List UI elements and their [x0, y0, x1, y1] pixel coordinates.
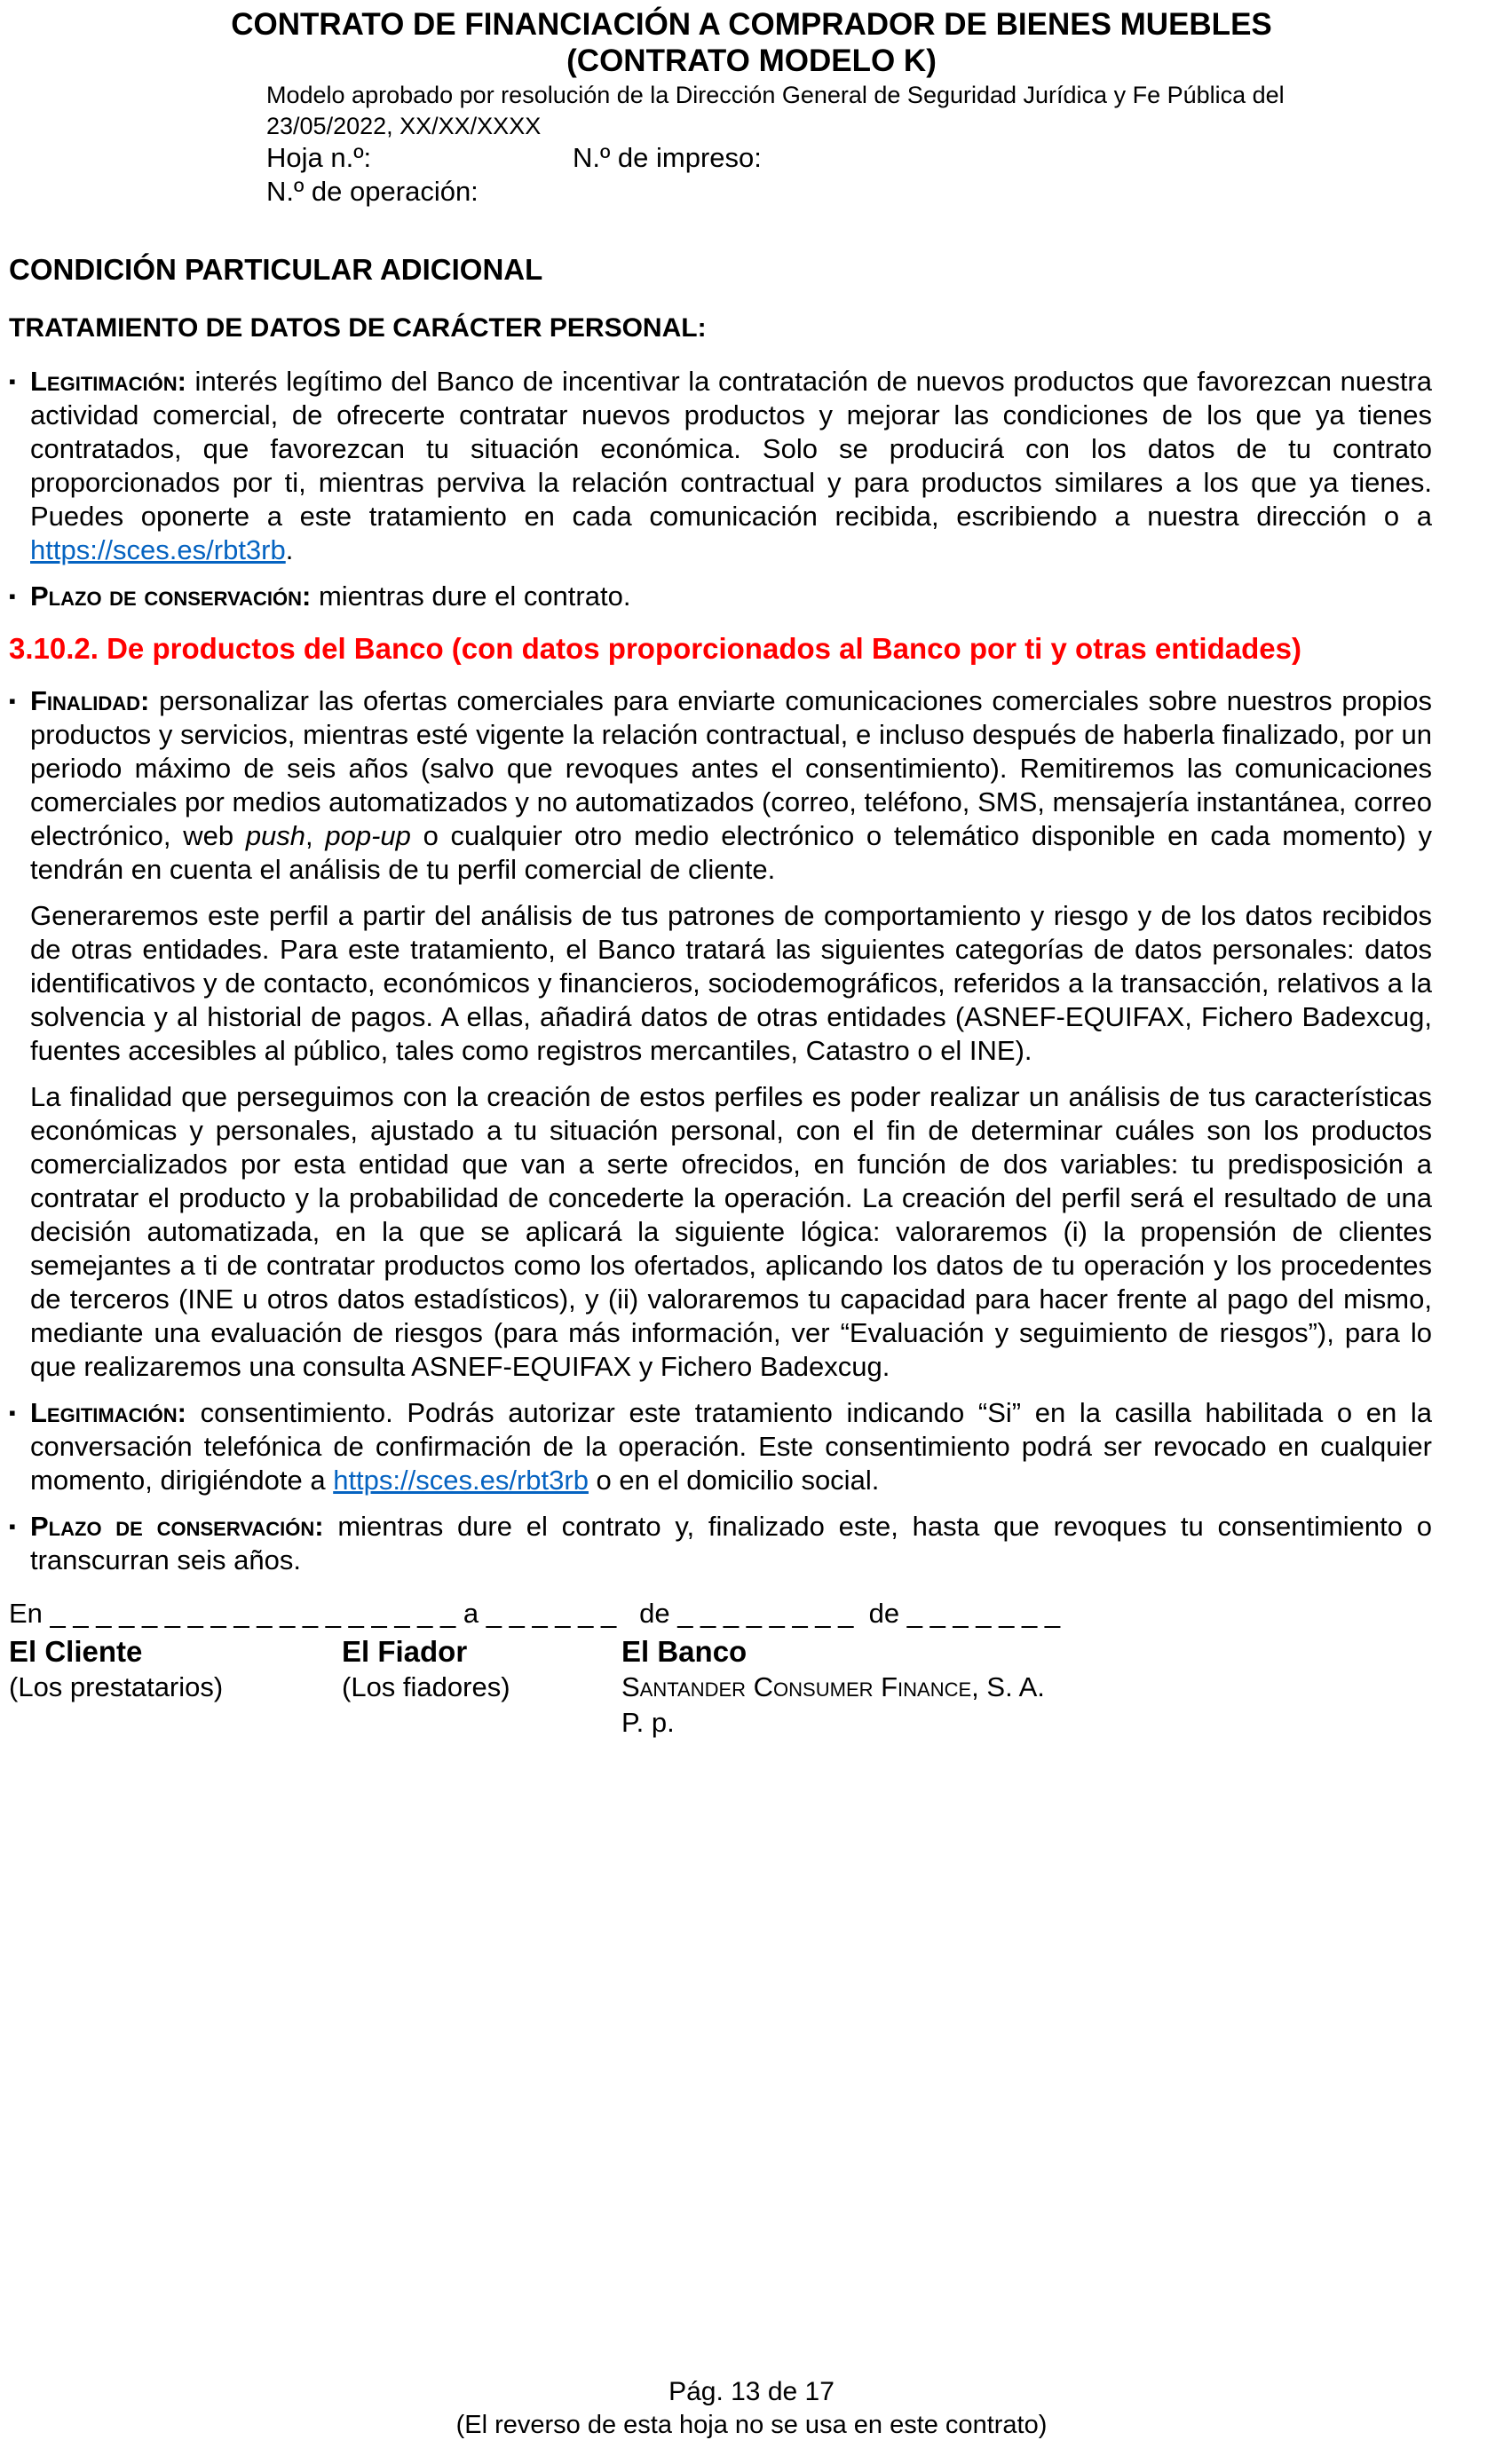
section-title-condicion: CONDICIÓN PARTICULAR ADICIONAL — [9, 252, 543, 286]
page-header — [0, 0, 1503, 209]
page-footer — [0, 2375, 1503, 2441]
contract-body — [0, 253, 1503, 1741]
sces-link-1[interactable]: https://sces.es/rbt3rb — [30, 533, 286, 565]
paragraph-plazo-1 — [9, 580, 1432, 613]
finalidad-italic-popup: pop-up — [325, 819, 411, 851]
bank-title: El Banco — [621, 1634, 748, 1668]
legitimacion-2-text: consentimiento. Podrás autorizar este tratamiento indicando “Si” en la casilla habilitada o en la conversación telefónica de confirmación de la operación. Este consentimiento podrá ser revocado en cualquier momento, dirigiéndote a — [30, 1396, 1432, 1496]
plazo-2-label: Plazo de conservación: — [30, 1510, 324, 1542]
finalidad-label: Finalidad: — [30, 684, 150, 716]
bullet-icon: ▪ — [9, 1401, 16, 1424]
plazo-1-text: mientras dure el contrato. — [311, 580, 631, 612]
guarantor-subtitle: (Los fiadores) — [342, 1670, 510, 1702]
paragraph-legitimacion-1 — [9, 365, 1432, 567]
print-number-label: N.º de impreso: — [573, 142, 762, 174]
operation-number-label: N.º de operación: — [266, 175, 479, 207]
paragraph-perfil: Generaremos este perfil a partir del análisis de tus patrones de comportamiento y riesgo y de los datos recibidos de otras entidades. Para este tratamiento, el Banco tratará las siguientes categorías de datos personales: datos identificativos y de contacto, económicos y financieros, sociodemográficos, referidos a la transacción, relativos a la solvencia y al historial de pagos. A ellas, añadirá datos de otras entidades (ASNEF-EQUIFAX, Fichero Badexcug, fuentes accesibles al público, tales como registros mercantiles, Catastro o el INE). — [30, 899, 1432, 1066]
client-column — [9, 1634, 342, 1741]
client-subtitle: (Los prestatarios) — [9, 1670, 224, 1702]
sheet-number-label: Hoja n.º: — [266, 142, 372, 174]
sces-link-2[interactable]: https://sces.es/rbt3rb — [333, 1464, 589, 1496]
client-title: El Cliente — [9, 1634, 143, 1668]
paragraph-analisis: La finalidad que perseguimos con la creación de estos perfiles es poder realizar un análisis de tus características económicas y personales, ajustado a tu situación personal, con el fin de determinar cuáles son los productos comercializados por esta entidad que van a serte ofrecidos, en función de dos variables: tu predisposición a contratar el producto y la probabilidad de concederte la operación. La creación del perfil será el resultado de una decisión automatizada, en la que se aplicará la siguiente lógica: valoraremos (i) la propensión de clientes semejantes a ti de contratar productos como los ofertados, aplicando los datos de tu operación y los procedentes de terceros (INE u otros datos estadísticos), y (ii) valoraremos tu capacidad para hacer frente al pago del mismo, mediante una evaluación de riesgos (para más información, ver “Evaluación y seguimiento de riesgos”), para lo que realizaremos una consulta ASNEF-EQUIFAX y Fichero Badexcug. — [30, 1080, 1432, 1382]
plazo-2-text: mientras dure el contrato y, finalizado este, hasta que revoques tu consentimiento o transcurran seis años. — [30, 1510, 1432, 1576]
bullet-icon: ▪ — [9, 369, 16, 392]
finalidad-text-1: personalizar las ofertas comerciales para enviarte comunicaciones comerciales sobre nuestros propios productos y servicios, mientras esté vigente la relación contractual, e incluso después de haberla finalizado, por un periodo máximo de seis años (salvo que revoques antes el consentimiento). Remitiremos las comunicaciones comerciales por medios automatizados y no automatizados (correo, teléfono, SMS, mensajería instantánea, correo electrónico, web — [30, 684, 1432, 851]
bank-company-name: Santander Consumer Finance, S. A. — [621, 1670, 1045, 1702]
approval-note-line1: Modelo aprobado por resolución de la Dirección General de Seguridad Jurídica y Fe Pública del — [266, 82, 1285, 109]
legitimacion-2-after: o en el domicilio social. — [588, 1464, 880, 1496]
legitimacion-1-label: Legitimación: — [30, 365, 186, 397]
paragraph-legitimacion-2 — [9, 1396, 1432, 1497]
section-title-tratamiento: TRATAMIENTO DE DATOS DE CARÁCTER PERSONAL: — [9, 312, 707, 343]
document-title: CONTRATO DE FINANCIACIÓN A COMPRADOR DE BIENES MUEBLES — [231, 7, 1272, 42]
signature-date-line: En _ _ _ _ _ _ _ _ _ _ _ _ _ _ _ _ _ _ a _ _ _ _ _ _ de _ _ _ _ _ _ _ _ de _ _ _ _ _ _ _ — [9, 1597, 1061, 1629]
bullet-icon: ▪ — [9, 689, 16, 712]
guarantor-title: El Fiador — [342, 1634, 468, 1668]
header-fields-row — [266, 141, 1503, 175]
legitimacion-2-label: Legitimación: — [30, 1396, 186, 1428]
bank-column — [621, 1634, 1432, 1741]
footer-note: (El reverso de esta hoja no se usa en este contrato) — [455, 2410, 1048, 2439]
paragraph-finalidad — [9, 684, 1432, 887]
document-subtitle: (CONTRATO MODELO K) — [566, 43, 937, 78]
footer-page-number: Pág. 13 de 17 — [668, 2377, 835, 2407]
finalidad-italic-push: push — [245, 819, 306, 851]
legitimacion-1-after: . — [285, 533, 294, 565]
legitimacion-1-text: interés legítimo del Banco de incentivar la contratación de nuevos productos que favorezcan nuestra actividad comercial, de ofrecerte contratar nuevos productos y mejorar las condiciones de los que ya tienes contratados, que favorezcan tu situación económica. Solo se producirá con los datos de tu contrato proporcionados por ti, mientras perviva la relación contractual y para productos similares a los que ya tienes. Puedes oponerte a este tratamiento en cada comunicación recibida, escribiendo a nuestra dirección o a — [30, 365, 1432, 532]
operation-field-row — [266, 175, 1503, 209]
signature-block — [9, 1634, 1432, 1741]
guarantor-column — [342, 1634, 621, 1741]
plazo-1-label: Plazo de conservación: — [30, 580, 312, 612]
bullet-icon: ▪ — [9, 1514, 16, 1537]
heading-3-10-2: 3.10.2. De productos del Banco (con datos proporcionados al Banco por ti y otras entidades) — [9, 631, 1301, 665]
finalidad-text-3: o cualquier otro medio electrónico o telemático disponible en cada momento) y tendrán en cuenta el análisis de tu perfil comercial de cliente. — [30, 819, 1433, 885]
approval-note-line2: 23/05/2022, XX/XX/XXXX — [266, 113, 542, 140]
finalidad-text-2: , — [305, 819, 326, 851]
bank-pp: P. p. — [621, 1706, 675, 1738]
paragraph-plazo-2 — [9, 1510, 1432, 1577]
bullet-icon: ▪ — [9, 584, 16, 607]
